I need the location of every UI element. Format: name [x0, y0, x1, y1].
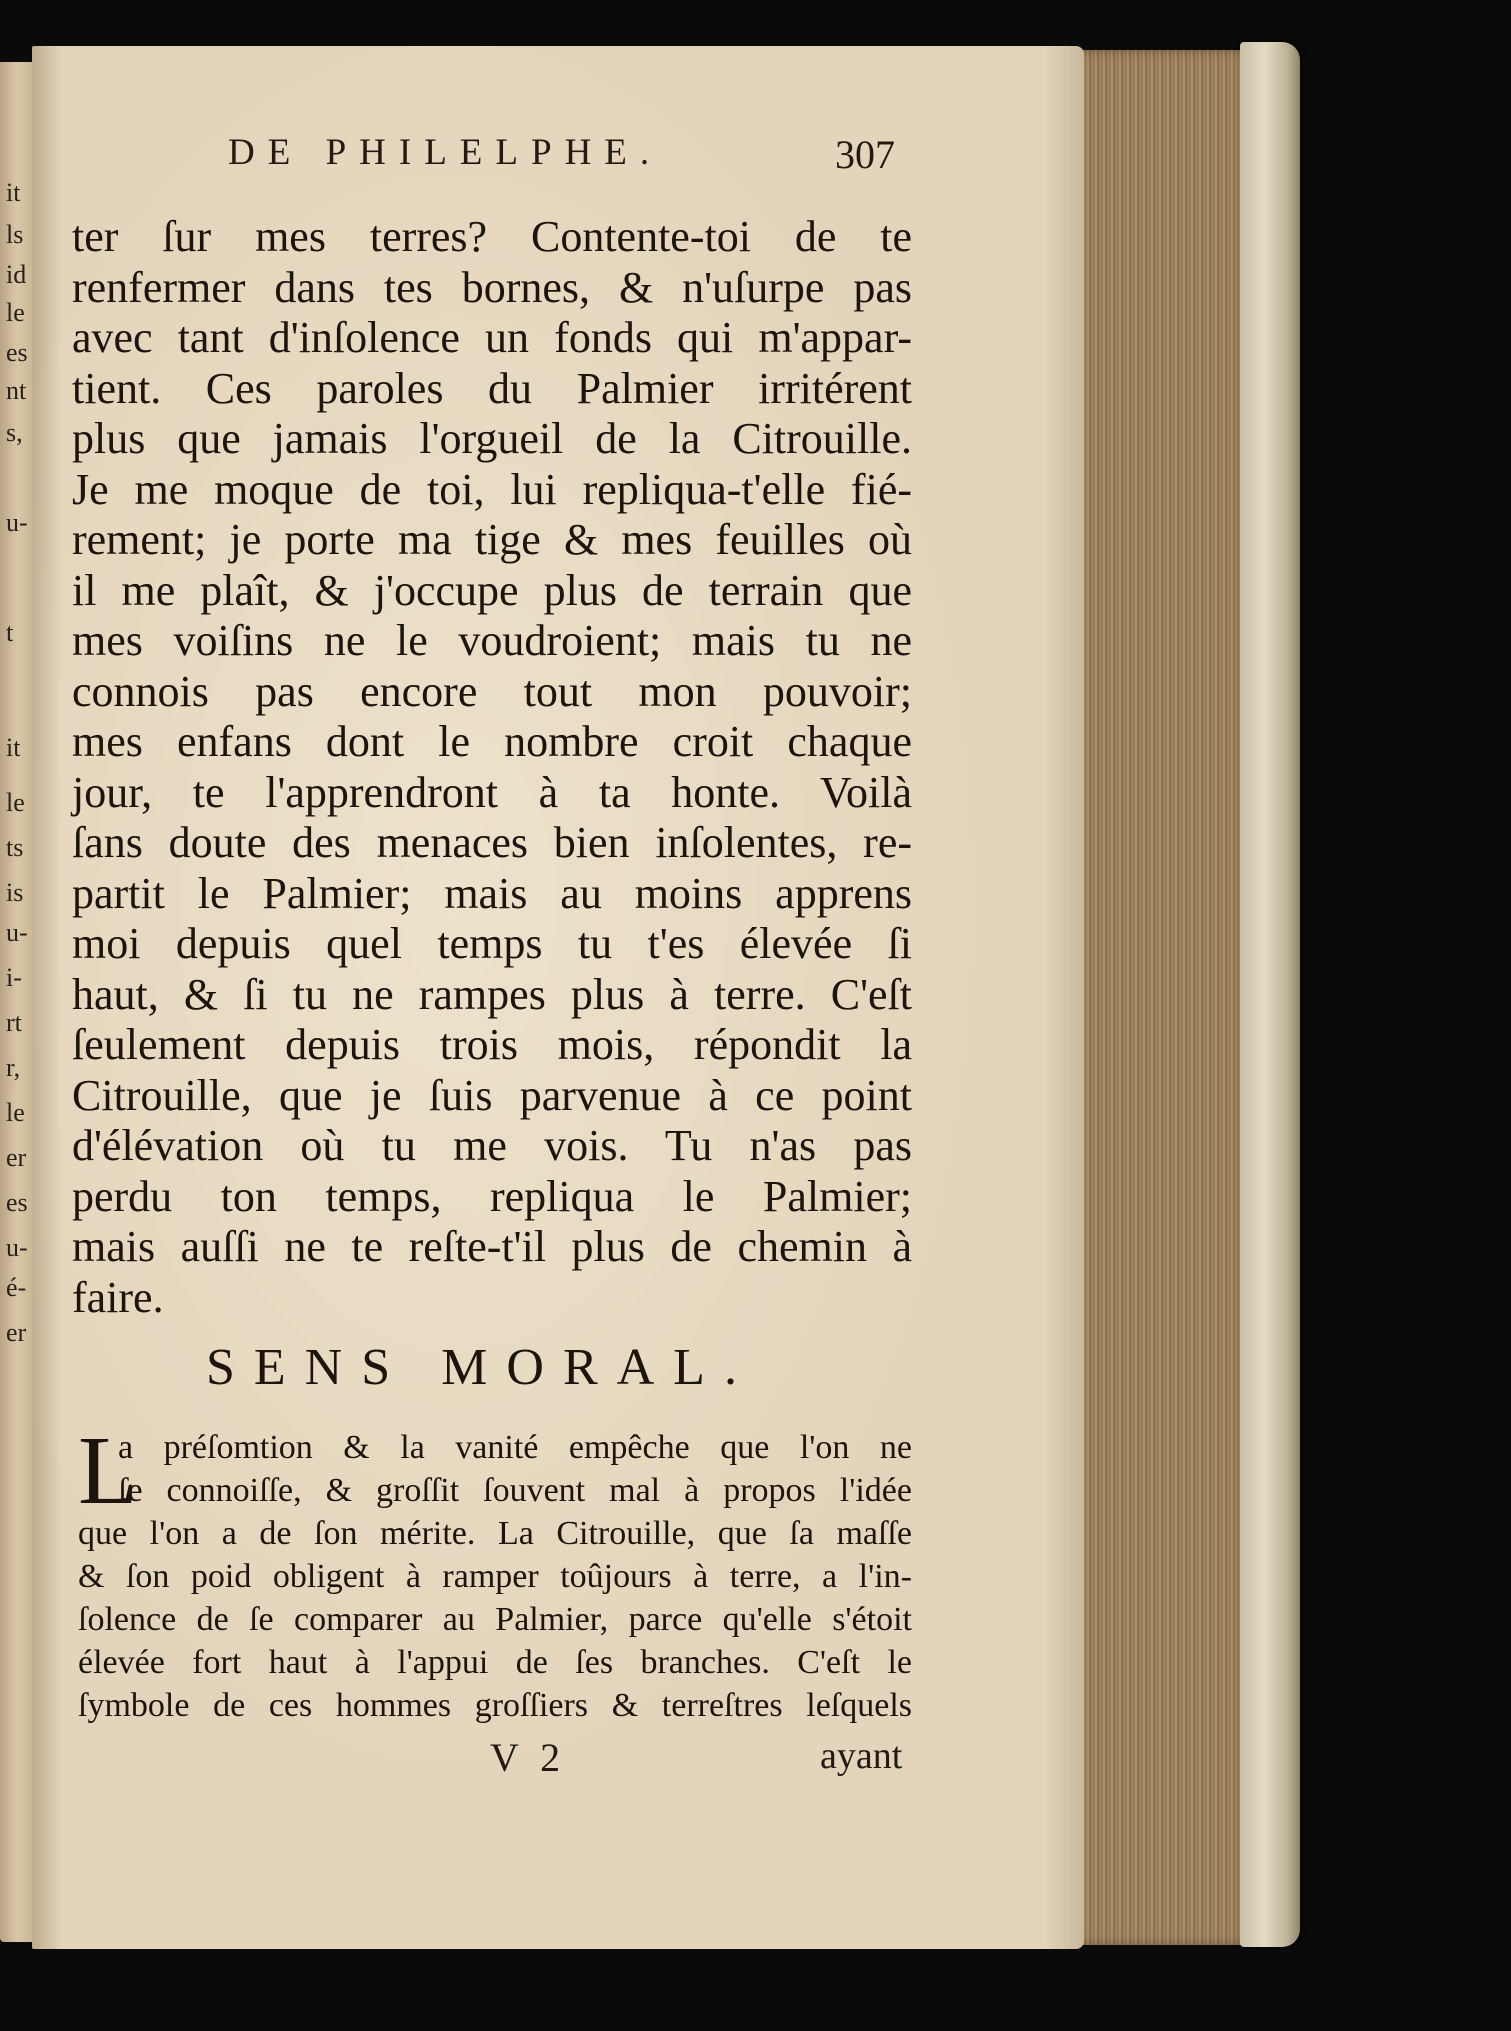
previous-page-fragment: i-: [6, 963, 22, 992]
vellum-cover: [1240, 42, 1300, 1947]
previous-page-fragment: le: [6, 298, 25, 327]
previous-page-fragment: é-: [6, 1273, 27, 1302]
previous-page-fragment: r,: [6, 1053, 21, 1082]
text-line: mais auſſi ne te reſte-t'il plus de chemin à: [72, 1222, 912, 1271]
running-title: DE PHILELPHE.: [228, 132, 663, 173]
signature-mark: V 2: [490, 1735, 567, 1780]
previous-page-edge: [0, 62, 32, 1942]
text-line: faire.: [72, 1272, 164, 1322]
previous-page-fragment: u-: [6, 1233, 28, 1262]
moral-line: que l'on a de ſon mérite. La Citrouille, que ſa maſſe: [78, 1515, 912, 1552]
moral-line: ſymbole de ces hommes groſſiers & terreſtres leſquels: [78, 1687, 912, 1724]
previous-page-fragment: er: [6, 1318, 27, 1347]
previous-page-fragment: it: [6, 178, 21, 207]
text-line: perdu ton temps, repliqua le Palmier;: [72, 1171, 912, 1221]
previous-page-fragment: s,: [6, 418, 23, 447]
text-line: avec tant d'inſolence un fonds qui m'appar-: [72, 313, 912, 362]
previous-page-fragment: er: [6, 1143, 27, 1172]
moral-line: ſe connoiſſe, & groſſit ſouvent mal à propos l'idée: [118, 1472, 912, 1509]
text-line: ſans doute des menaces bien inſolentes, re-: [72, 818, 912, 867]
previous-page-fragment: it: [6, 733, 21, 762]
moral-line: a préſomtion & la vanité empêche que l'on ne: [118, 1429, 912, 1466]
previous-page-fragment: ts: [6, 833, 24, 862]
text-line: mes voiſins ne le voudroient; mais tu ne: [72, 616, 912, 665]
previous-page-fragment: rt: [6, 1008, 22, 1037]
text-line: rement; je porte ma tige & mes feuilles où: [72, 515, 912, 564]
previous-page-fragment: u-: [6, 508, 28, 537]
section-heading: SENS MORAL.: [206, 1339, 756, 1396]
catchword: ayant: [820, 1735, 903, 1777]
text-line: tient. Ces paroles du Palmier irritérent: [72, 363, 912, 413]
text-line: moi depuis quel temps tu t'es élevée ſi: [72, 919, 912, 968]
moral-line: ſolence de ſe comparer au Palmier, parce qu'elle s'étoit: [78, 1601, 912, 1638]
moral-paragraph: [78, 1417, 912, 1727]
previous-page-fragment: es: [6, 338, 28, 367]
page-number: 307: [835, 132, 895, 177]
previous-page-fragment: ls: [6, 220, 24, 249]
fable-text: [72, 212, 912, 1323]
moral-line: élevée fort haut à l'appui de ſes branches. C'eſt le: [78, 1644, 912, 1681]
text-line: Je me moque de toi, lui repliqua-t'elle fié-: [72, 464, 912, 514]
text-line: il me plaît, & j'occupe plus de terrain que: [72, 565, 912, 615]
text-line: renfermer dans tes bornes, & n'uſurpe pas: [72, 262, 912, 312]
previous-page-fragment: le: [6, 788, 25, 817]
text-line: Citrouille, que je ſuis parvenue à ce point: [72, 1070, 912, 1120]
text-line: jour, te l'apprendront à ta honte. Voilà: [72, 767, 912, 817]
previous-page-fragment: id: [6, 260, 27, 289]
page-fore-edges: [1060, 50, 1270, 1945]
previous-page-text-fragments: [2, 62, 32, 1942]
previous-page-fragment: is: [6, 878, 24, 907]
text-line: haut, & ſi tu ne rampes plus à terre. C'eſt: [72, 969, 912, 1019]
text-line: ter ſur mes terres? Contente-toi de te: [72, 212, 912, 261]
previous-page-fragment: es: [6, 1188, 28, 1217]
text-line: connois pas encore tout mon pouvoir;: [72, 666, 912, 716]
moral-line: & ſon poid obligent à ramper toûjours à terre, a l'in-: [78, 1558, 912, 1595]
text-line: ſeulement depuis trois mois, répondit la: [72, 1020, 912, 1069]
previous-page-fragment: t: [6, 618, 14, 647]
previous-page-fragment: u-: [6, 918, 28, 947]
drop-cap: L: [78, 1417, 138, 1525]
previous-page-fragment: le: [6, 1098, 25, 1127]
text-line: partit le Palmier; mais au moins apprens: [72, 868, 912, 918]
text-line: mes enfans dont le nombre croit chaque: [72, 717, 912, 766]
text-line: d'élévation où tu me vois. Tu n'as pas: [72, 1121, 912, 1170]
previous-page-fragment: nt: [6, 376, 27, 405]
text-line: plus que jamais l'orgueil de la Citrouille.: [72, 414, 912, 463]
